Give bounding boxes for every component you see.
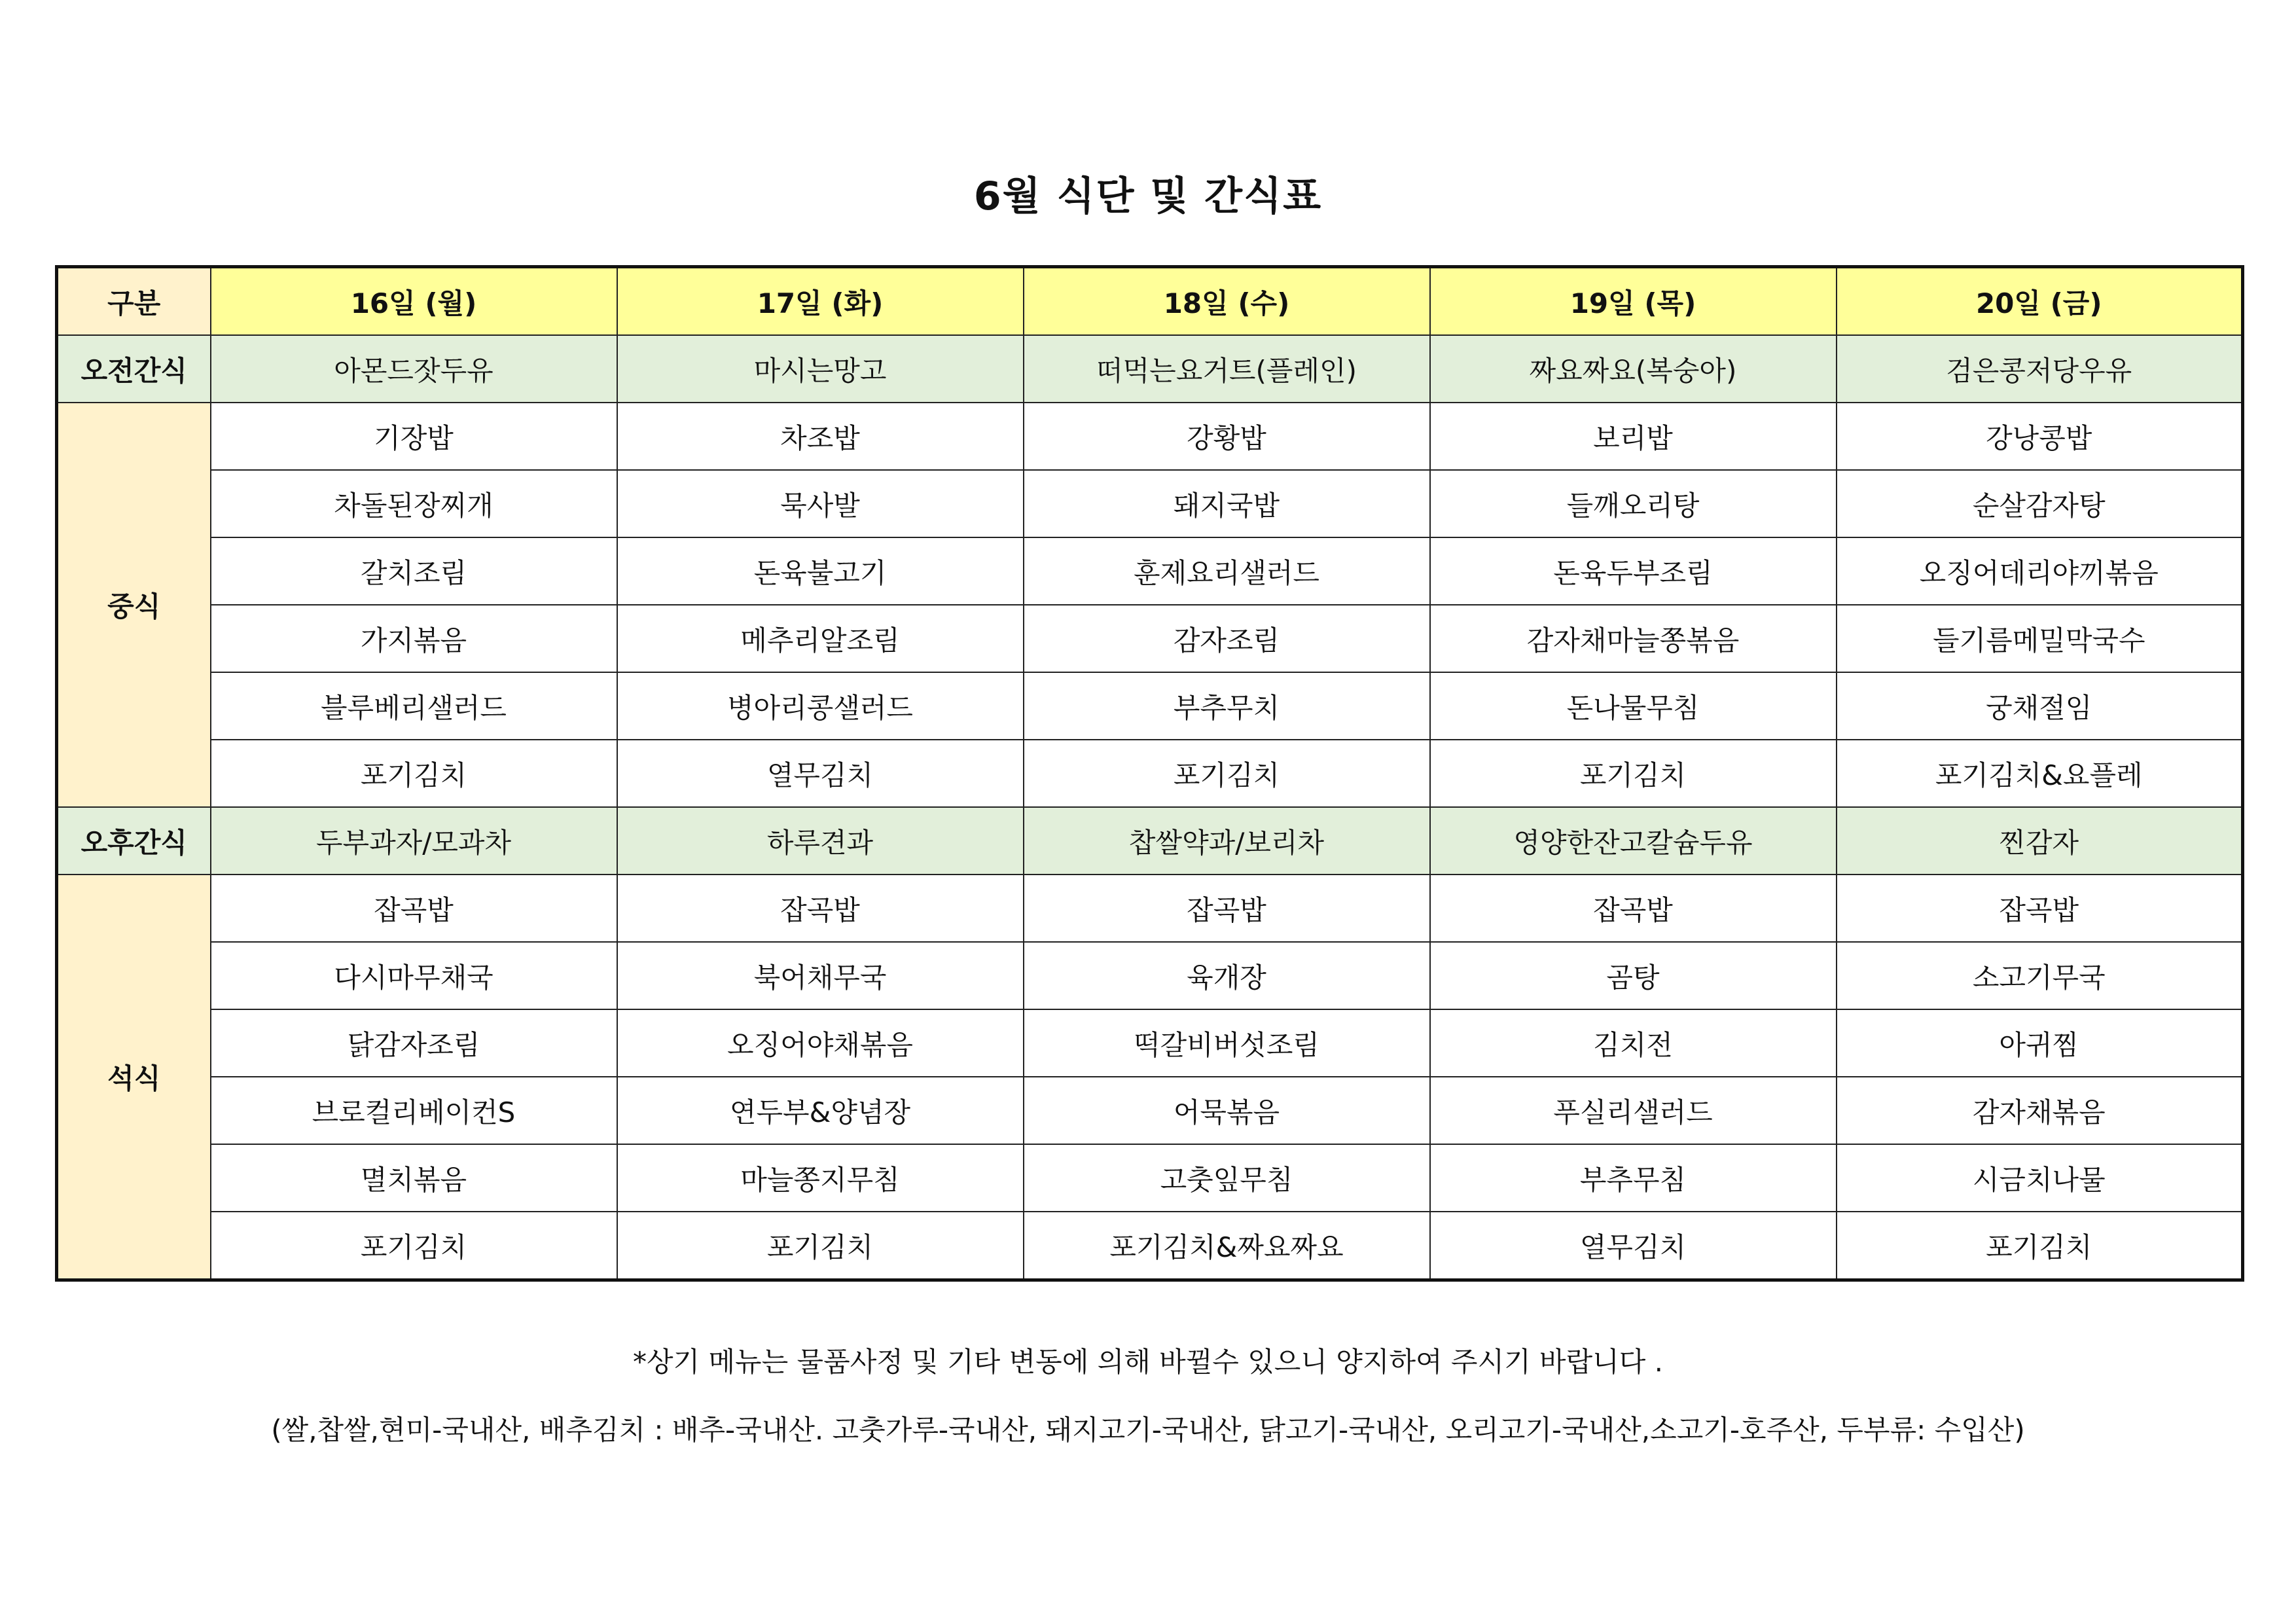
menu-cell: 돈나물무침: [1430, 672, 1837, 740]
menu-cell: 아몬드잣두유: [211, 335, 617, 403]
day-header: 18일 (수): [1024, 267, 1430, 336]
menu-cell: 열무김치: [617, 740, 1024, 807]
menu-cell: 포기김치: [1430, 740, 1837, 807]
lunch-row: [57, 605, 2243, 672]
menu-cell: 영양한잔고칼슘두유: [1430, 807, 1837, 875]
menu-cell: 찐감자: [1837, 807, 2243, 875]
dinner-label: 석식: [57, 875, 211, 1280]
menu-cell: 블루베리샐러드: [211, 672, 617, 740]
menu-cell: 감자채볶음: [1837, 1077, 2243, 1144]
lunch-row: [57, 403, 2243, 470]
menu-cell: 돈육두부조림: [1430, 537, 1837, 605]
menu-cell: 포기김치: [211, 1212, 617, 1280]
menu-cell: 곰탕: [1430, 942, 1837, 1009]
morning-snack-row: [57, 335, 2243, 403]
menu-cell: 돼지국밥: [1024, 470, 1430, 537]
menu-cell: 포기김치&짜요짜요: [1024, 1212, 1430, 1280]
dinner-row: [57, 1212, 2243, 1280]
menu-cell: 오징어데리야끼볶음: [1837, 537, 2243, 605]
afternoon-snack-label: 오후간식: [57, 807, 211, 875]
category-header: 구분: [57, 267, 211, 336]
menu-cell: 포기김치&요플레: [1837, 740, 2243, 807]
menu-cell: 부추무침: [1430, 1144, 1837, 1212]
lunch-row: [57, 537, 2243, 605]
header-row: [57, 267, 2243, 336]
dinner-row: [57, 1077, 2243, 1144]
menu-cell: 감자조림: [1024, 605, 1430, 672]
menu-cell: 포기김치: [1024, 740, 1430, 807]
menu-cell: 시금치나물: [1837, 1144, 2243, 1212]
menu-cell: 검은콩저당우유: [1837, 335, 2243, 403]
lunch-label: 중식: [57, 403, 211, 807]
menu-cell: 잡곡밥: [617, 875, 1024, 942]
dinner-row: [57, 1144, 2243, 1212]
menu-cell: 다시마무채국: [211, 942, 617, 1009]
menu-cell: 포기김치: [617, 1212, 1024, 1280]
meal-table: [55, 265, 2244, 1282]
day-header: 19일 (목): [1430, 267, 1837, 336]
menu-cell: 가지볶음: [211, 605, 617, 672]
menu-cell: 브로컬리베이컨S: [211, 1077, 617, 1144]
menu-cell: 잡곡밥: [1430, 875, 1837, 942]
menu-cell: 잡곡밥: [1024, 875, 1430, 942]
menu-cell: 열무김치: [1430, 1212, 1837, 1280]
menu-cell: 떡갈비버섯조림: [1024, 1009, 1430, 1077]
menu-cell: 병아리콩샐러드: [617, 672, 1024, 740]
lunch-row: [57, 470, 2243, 537]
menu-cell: 궁채절임: [1837, 672, 2243, 740]
menu-cell: 김치전: [1430, 1009, 1837, 1077]
menu-cell: 강낭콩밥: [1837, 403, 2243, 470]
lunch-row: [57, 740, 2243, 807]
dinner-row: [57, 942, 2243, 1009]
menu-cell: 차돌된장찌개: [211, 470, 617, 537]
lunch-row: [57, 672, 2243, 740]
origin-notice: (쌀,찹쌀,현미-국내산, 배추김치 : 배추-국내산. 고춧가루-국내산, 돼지고기-국내산, 닭고기-국내산, 오리고기-국내산,소고기-호주산, 두부류: 수입산): [271, 1414, 2025, 1446]
dinner-row: [57, 1009, 2243, 1077]
menu-cell: 두부과자/모과차: [211, 807, 617, 875]
menu-cell: 푸실리샐러드: [1430, 1077, 1837, 1144]
change-notice: *상기 메뉴는 물품사정 및 기타 변동에 의해 바뀔수 있으니 양지하여 주시기 바랍니다 .: [632, 1346, 1663, 1378]
menu-cell: 부추무치: [1024, 672, 1430, 740]
menu-cell: 기장밥: [211, 403, 617, 470]
day-header: 17일 (화): [617, 267, 1024, 336]
menu-cell: 돈육불고기: [617, 537, 1024, 605]
menu-cell: 북어채무국: [617, 942, 1024, 1009]
dinner-row: [57, 875, 2243, 942]
menu-cell: 찹쌀약과/보리차: [1024, 807, 1430, 875]
menu-cell: 마시는망고: [617, 335, 1024, 403]
menu-cell: 고춧잎무침: [1024, 1144, 1430, 1212]
menu-cell: 아귀찜: [1837, 1009, 2243, 1077]
menu-cell: 잡곡밥: [211, 875, 617, 942]
morning-snack-label: 오전간식: [57, 335, 211, 403]
menu-cell: 멸치볶음: [211, 1144, 617, 1212]
page-title: 6월 식단 및 간식표: [973, 173, 1323, 219]
menu-cell: 순살감자탕: [1837, 470, 2243, 537]
menu-cell: 감자채마늘쫑볶음: [1430, 605, 1837, 672]
menu-cell: 차조밥: [617, 403, 1024, 470]
menu-cell: 갈치조림: [211, 537, 617, 605]
menu-cell: 연두부&양념장: [617, 1077, 1024, 1144]
menu-cell: 소고기무국: [1837, 942, 2243, 1009]
menu-cell: 묵사발: [617, 470, 1024, 537]
day-header: 16일 (월): [211, 267, 617, 336]
menu-cell: 잡곡밥: [1837, 875, 2243, 942]
menu-cell: 들기름메밀막국수: [1837, 605, 2243, 672]
menu-cell: 보리밥: [1430, 403, 1837, 470]
menu-cell: 강황밥: [1024, 403, 1430, 470]
afternoon-snack-row: [57, 807, 2243, 875]
menu-cell: 육개장: [1024, 942, 1430, 1009]
menu-cell: 마늘쫑지무침: [617, 1144, 1024, 1212]
menu-cell: 하루견과: [617, 807, 1024, 875]
menu-cell: 훈제요리샐러드: [1024, 537, 1430, 605]
menu-cell: 떠먹는요거트(플레인): [1024, 335, 1430, 403]
menu-cell: 오징어야채볶음: [617, 1009, 1024, 1077]
menu-cell: 메추리알조림: [617, 605, 1024, 672]
menu-cell: 짜요짜요(복숭아): [1430, 335, 1837, 403]
menu-cell: 닭감자조림: [211, 1009, 617, 1077]
day-header: 20일 (금): [1837, 267, 2243, 336]
menu-cell: 포기김치: [211, 740, 617, 807]
menu-cell: 들깨오리탕: [1430, 470, 1837, 537]
menu-cell: 어묵볶음: [1024, 1077, 1430, 1144]
menu-cell: 포기김치: [1837, 1212, 2243, 1280]
